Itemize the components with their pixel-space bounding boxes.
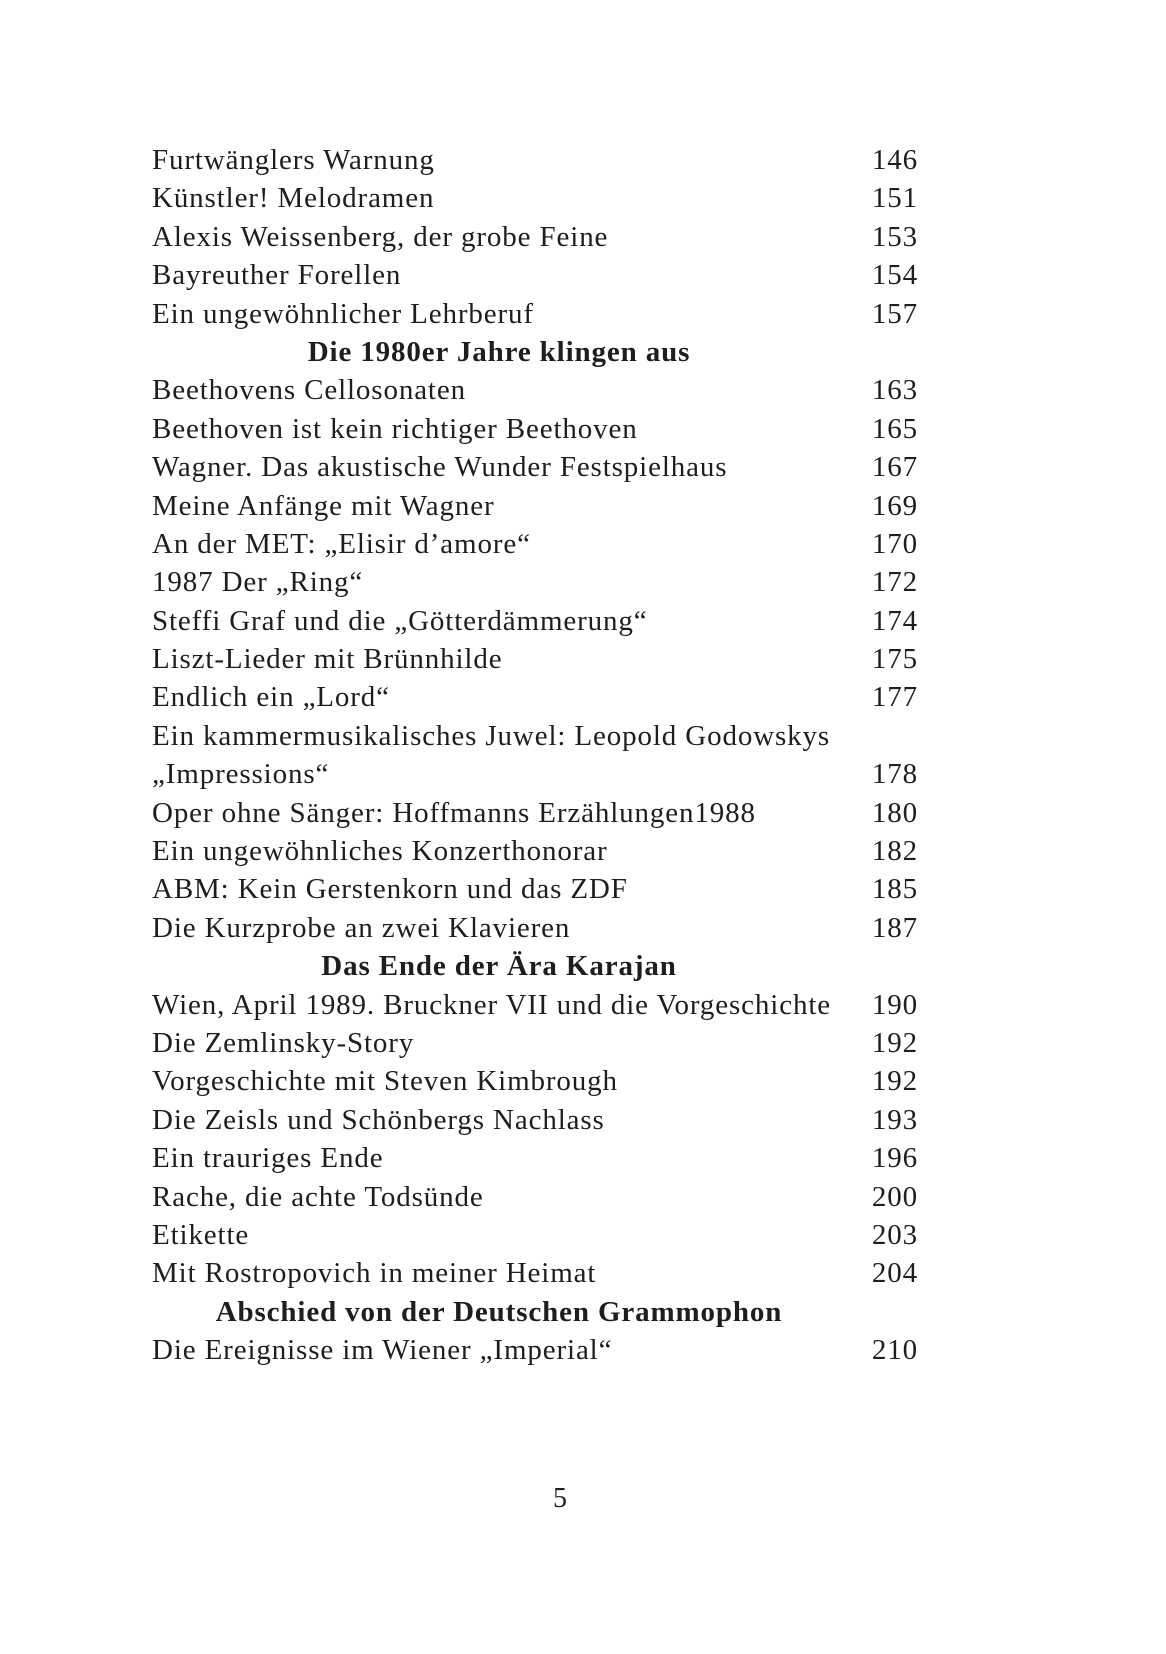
entry-page-number: 154 [871, 259, 918, 292]
toc-entry [152, 1216, 918, 1254]
toc-entry [152, 602, 918, 640]
entry-title: Ein ungewöhnlicher Lehrberuf [152, 297, 534, 330]
toc-entry [152, 256, 918, 294]
entry-title: Die Ereignisse im Wiener „Imperial“ [152, 1334, 613, 1367]
toc-entry [152, 678, 918, 716]
entry-title: An der MET: „Elisir d’amore“ [152, 527, 531, 560]
entry-page-number: 169 [871, 489, 918, 522]
entry-title: Furtwänglers Warnung [152, 144, 435, 176]
toc-entry [152, 371, 918, 409]
entry-title: Die Zeisls und Schönbergs Nachlass [152, 1103, 605, 1136]
toc-entry [152, 1331, 918, 1369]
toc-entry [152, 1254, 918, 1292]
toc-entry [152, 295, 918, 333]
entry-title: Wien, April 1989. Bruckner VII und die Vorgeschichte [152, 988, 832, 1021]
entry-title: Vorgeschichte mit Steven Kimbrough [152, 1065, 618, 1098]
entry-title: Wagner. Das akustische Wunder Festspielhaus [152, 451, 728, 484]
toc-entry [152, 909, 918, 947]
entry-page-number: 177 [871, 681, 918, 714]
section-heading: Das Ende der Ära Karajan [321, 950, 677, 983]
entry-page-number: 185 [871, 873, 918, 906]
entry-page-number: 170 [871, 527, 918, 560]
toc-entry [152, 218, 918, 256]
toc-entry [152, 448, 918, 486]
entry-page-number: 178 [871, 758, 918, 791]
entry-page-number: 182 [871, 835, 918, 868]
entry-title: Steffi Graf und die „Götterdämmerung“ [152, 604, 648, 637]
toc-entry [152, 832, 918, 870]
entry-title: Beethovens Cellosonaten [152, 374, 466, 407]
toc-entry [152, 755, 918, 793]
toc-entry [152, 986, 918, 1024]
entry-page-number: 174 [871, 604, 918, 637]
entry-title: Ein ungewöhnliches Konzerthonorar [152, 835, 608, 868]
entry-title: Künstler! Melodramen [152, 182, 435, 215]
entry-page-number: 163 [871, 374, 918, 407]
entry-page-number: 200 [871, 1180, 918, 1213]
entry-title: „Impressions“ [152, 758, 330, 791]
toc-entry [152, 487, 918, 525]
entry-title: Rache, die achte Todsünde [152, 1180, 484, 1213]
entry-title: Mit Rostropovich in meiner Heimat [152, 1257, 597, 1290]
entry-title: Endlich ein „Lord“ [152, 681, 390, 714]
entry-title: Bayreuther Forellen [152, 259, 402, 292]
toc-entry [152, 563, 918, 601]
entry-title: Liszt-Lieder mit Brünnhilde [152, 643, 503, 676]
toc-entry [152, 1062, 918, 1100]
entry-title: Ein trauriges Ende [152, 1142, 384, 1175]
toc-entry [152, 525, 918, 563]
toc-entry [152, 1139, 918, 1177]
toc-entry [152, 141, 918, 179]
entry-title: Meine Anfänge mit Wagner [152, 489, 495, 522]
entry-page-number: 192 [871, 1065, 918, 1098]
toc-entry [152, 410, 918, 448]
entry-title: Beethoven ist kein richtiger Beethoven [152, 412, 638, 445]
toc-list [152, 141, 918, 1370]
entry-title: Die Zemlinsky-Story [152, 1026, 415, 1059]
entry-title: Alexis Weissenberg, der grobe Feine [152, 220, 609, 253]
entry-title: 1987 Der „Ring“ [152, 566, 364, 599]
toc-entry [152, 640, 918, 678]
entry-page-number: 196 [871, 1142, 918, 1175]
entry-page-number: 165 [871, 412, 918, 445]
entry-page-number: 187 [871, 911, 918, 944]
entry-page-number: 157 [871, 297, 918, 330]
toc-entry [152, 1178, 918, 1216]
entry-page-number: 204 [871, 1257, 918, 1290]
section-heading: Abschied von der Deutschen Grammophon [215, 1295, 783, 1328]
toc-entry [152, 1024, 918, 1062]
entry-page-number: 193 [871, 1103, 918, 1136]
entry-title: Ein kammermusikalisches Juwel: Leopold Godowskys [152, 719, 831, 752]
entry-page-number: 151 [871, 182, 918, 215]
entry-page-number: 175 [871, 643, 918, 676]
toc-entry [152, 179, 918, 217]
entry-page-number: 167 [871, 451, 918, 484]
entry-page-number: 153 [871, 220, 918, 253]
entry-title: Die Kurzprobe an zwei Klavieren [152, 911, 571, 944]
section-heading: Die 1980er Jahre klingen aus [307, 335, 691, 368]
toc-entry [152, 794, 918, 832]
entry-title: Oper ohne Sänger: Hoffmanns Erzählungen1988 [152, 796, 756, 829]
entry-page-number: 210 [871, 1334, 918, 1367]
entry-page-number: 203 [871, 1218, 918, 1251]
entry-page-number: 192 [871, 1026, 918, 1059]
toc-entry [152, 1101, 918, 1139]
entry-page-number: 146 [871, 144, 918, 176]
entry-page-number: 190 [871, 988, 918, 1021]
toc-entry [152, 870, 918, 908]
entry-title: ABM: Kein Gerstenkorn und das ZDF [152, 873, 628, 906]
toc-entry [152, 717, 918, 755]
entry-page-number: 180 [871, 796, 918, 829]
page-number: 5 [553, 1482, 567, 1514]
entry-page-number: 172 [871, 566, 918, 599]
entry-title: Etikette [152, 1218, 250, 1251]
